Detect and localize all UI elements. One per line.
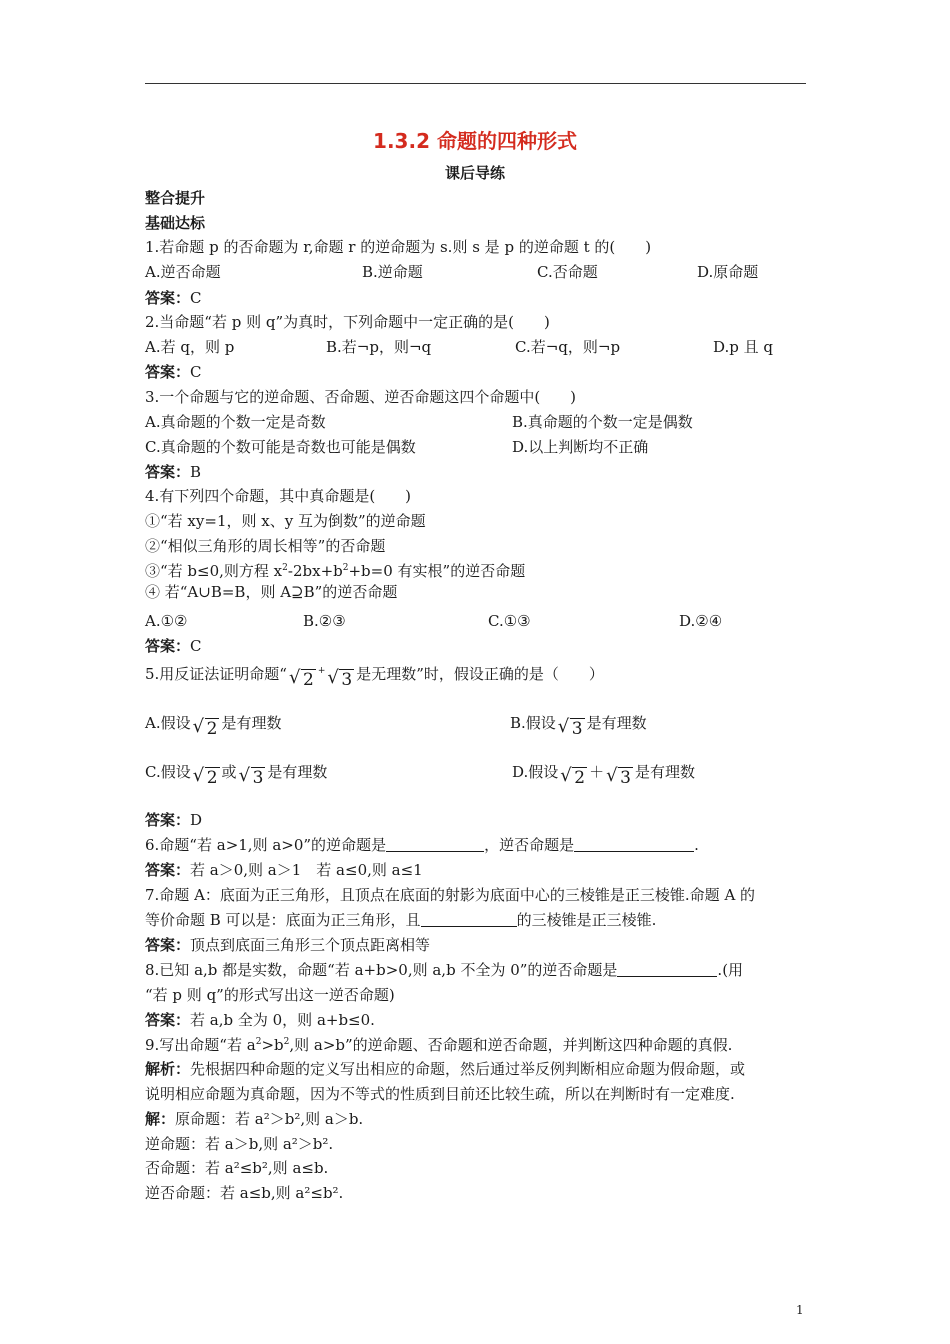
fill-blank	[386, 837, 484, 852]
question-8-line-1: 8.已知 a,b 都是实数，命题“若 a+b>0,则 a,b 不全为 0”的逆否命题是 .(用	[145, 961, 744, 979]
question-2-stem: 2.当命题“若 p 则 q”为真时，下列命题中一定正确的是( )	[145, 313, 550, 331]
answer-value: 若 a,b 全为 0，则 a+b≤0.	[190, 1011, 375, 1029]
answer-label: 答案：	[145, 363, 191, 381]
question-1-stem: 1.若命题 p 的否命题为 r,命题 r 的逆命题为 s.则 s 是 p 的逆命题 t 的( )	[145, 238, 652, 256]
answer-value: C	[190, 363, 202, 381]
question-6-stem: 6.命题“若 a>1,则 a>0”的逆命题是 ，逆否命题是 .	[145, 836, 699, 854]
q3-option-b: B.真命题的个数一定是偶数	[512, 413, 693, 431]
question-7-line-2: 等价命题 B 可以是：底面为正三角形，且 的三棱锥是正三棱锥.	[145, 911, 657, 929]
q4-answer	[145, 636, 202, 656]
q4-option-a: A.①②	[145, 612, 188, 630]
q3-option-a: A.真命题的个数一定是奇数	[145, 413, 326, 431]
q4-item-4: ④ 若“A∪B=B，则 A⊇B”的逆否命题	[145, 583, 398, 601]
section-subheading: 基础达标	[145, 214, 206, 232]
q4-item-3: ③“若 b≤0,则方程 $x^2-2bx+b^2+b=0$ 有实根”的逆否命题	[145, 562, 526, 580]
q5-option-a: A.假设 √ 2 是有理数	[145, 714, 282, 739]
page-number: 1	[796, 1303, 804, 1317]
page-subtitle: 课后导练	[444, 164, 505, 182]
q5-answer	[145, 810, 202, 830]
q9-solution-contrapositive: 逆否命题：若 a≤b,则 a²≤b².	[145, 1184, 344, 1202]
sqrt-2: √ 2	[192, 716, 218, 739]
answer-label: 答案：	[145, 861, 191, 879]
q2-option-a: A.若 q，则 p	[145, 338, 235, 356]
question-8-line-2: “若 p 则 q”的形式写出这一逆否命题)	[145, 986, 395, 1004]
q1-answer	[145, 288, 202, 308]
q6-answer	[145, 860, 423, 880]
question-5-stem: 5.用反证法证明命题“ √ 2 + √ 3 是无理数”时，假设正确的是（ ）	[145, 665, 604, 690]
page-title: 1.3.2 命题的四种形式	[373, 129, 577, 153]
sqrt-2: √ 2	[288, 667, 314, 690]
answer-value: D	[190, 811, 203, 829]
answer-label: 答案：	[145, 637, 191, 655]
fill-blank	[574, 837, 694, 852]
answer-value: B	[190, 463, 202, 481]
q9-solution-converse: 逆命题：若 a＞b,则 a²＞b².	[145, 1135, 334, 1153]
q5-option-d: D.假设 √ 2 ＋ √ 3 是有理数	[512, 763, 695, 788]
answer-value: C	[190, 637, 202, 655]
q2-option-c: C.若¬q，则¬p	[515, 338, 621, 356]
q1-option-d: D.原命题	[697, 263, 759, 281]
q1-option-b: B.逆命题	[362, 263, 423, 281]
answer-label: 答案：	[145, 1011, 191, 1029]
answer-label: 答案：	[145, 811, 191, 829]
question-7-line-1: 7.命题 A：底面为正三角形，且顶点在底面的射影为底面中心的三棱锥是正三棱锥.命题 A 的	[145, 886, 756, 904]
fill-blank	[421, 912, 517, 927]
sqrt-2: √ 2	[560, 765, 586, 788]
q9-analysis-line-2: 说明相应命题为真命题，因为不等式的性质到目前还比较生疏，所以在判断时有一定难度.	[145, 1085, 735, 1103]
q1-option-c: C.否命题	[537, 263, 598, 281]
answer-value: 若 a＞0,则 a＞1 若 a≤0,则 a≤1	[190, 861, 423, 879]
sqrt-2: √ 2	[192, 765, 218, 788]
section-heading: 整合提升	[145, 189, 206, 207]
sqrt-3: √ 3	[606, 765, 631, 788]
q2-option-b: B.若¬p，则¬q	[326, 338, 432, 356]
q4-item-2: ②“相似三角形的周长相等”的否命题	[145, 537, 386, 555]
question-9-stem: 9.写出命题“若 $a^2>b^2$,则 a>b”的逆命题、否命题和逆否命题，并判断这四种命题的真假.	[145, 1036, 733, 1054]
question-4-stem: 4.有下列四个命题，其中真命题是( )	[145, 487, 412, 505]
fill-blank	[617, 962, 717, 977]
sqrt-3: √ 3	[327, 667, 353, 690]
header-rule	[145, 83, 806, 84]
q2-option-d: D.p 且 q	[713, 338, 774, 356]
q9-analysis-line-1: 解析：先根据四种命题的定义写出相应的命题，然后通过举反例判断相应命题为假命题，或	[145, 1060, 746, 1078]
q8-answer	[145, 1010, 375, 1030]
q3-option-c: C.真命题的个数可能是奇数也可能是偶数	[145, 438, 416, 456]
q4-item-1: ①“若 xy=1，则 x、y 互为倒数”的逆命题	[145, 512, 426, 530]
q3-answer	[145, 462, 201, 482]
q2-answer	[145, 362, 202, 382]
q7-answer	[145, 935, 430, 955]
q4-option-d: D.②④	[679, 612, 723, 630]
answer-value: 顶点到底面三角形三个顶点距离相等	[190, 936, 431, 954]
analysis-label: 解析：	[145, 1060, 191, 1078]
question-3-stem: 3.一个命题与它的逆命题、否命题、逆否命题这四个命题中( )	[145, 388, 577, 406]
q4-option-c: C.①③	[488, 612, 531, 630]
q1-option-a: A.逆否命题	[145, 263, 221, 281]
answer-label: 答案：	[145, 463, 191, 481]
q9-solution-inverse: 否命题：若 a²≤b²,则 a≤b.	[145, 1159, 329, 1177]
q4-option-b: B.②③	[303, 612, 346, 630]
answer-label: 答案：	[145, 936, 191, 954]
answer-label: 答案：	[145, 289, 191, 307]
answer-value: C	[190, 289, 202, 307]
sqrt-3: √ 3	[238, 765, 264, 788]
q5-option-c: C.假设 √ 2 或 √ 3 是有理数	[145, 763, 328, 788]
q5-option-b: B.假设 √ 3 是有理数	[510, 714, 647, 739]
sqrt-3: √ 3	[557, 716, 583, 739]
q3-option-d: D.以上判断均不正确	[512, 438, 649, 456]
q9-solution-original: 解：原命题：若 a²＞b²,则 a＞b.	[145, 1110, 364, 1128]
solution-label: 解：	[145, 1110, 176, 1128]
